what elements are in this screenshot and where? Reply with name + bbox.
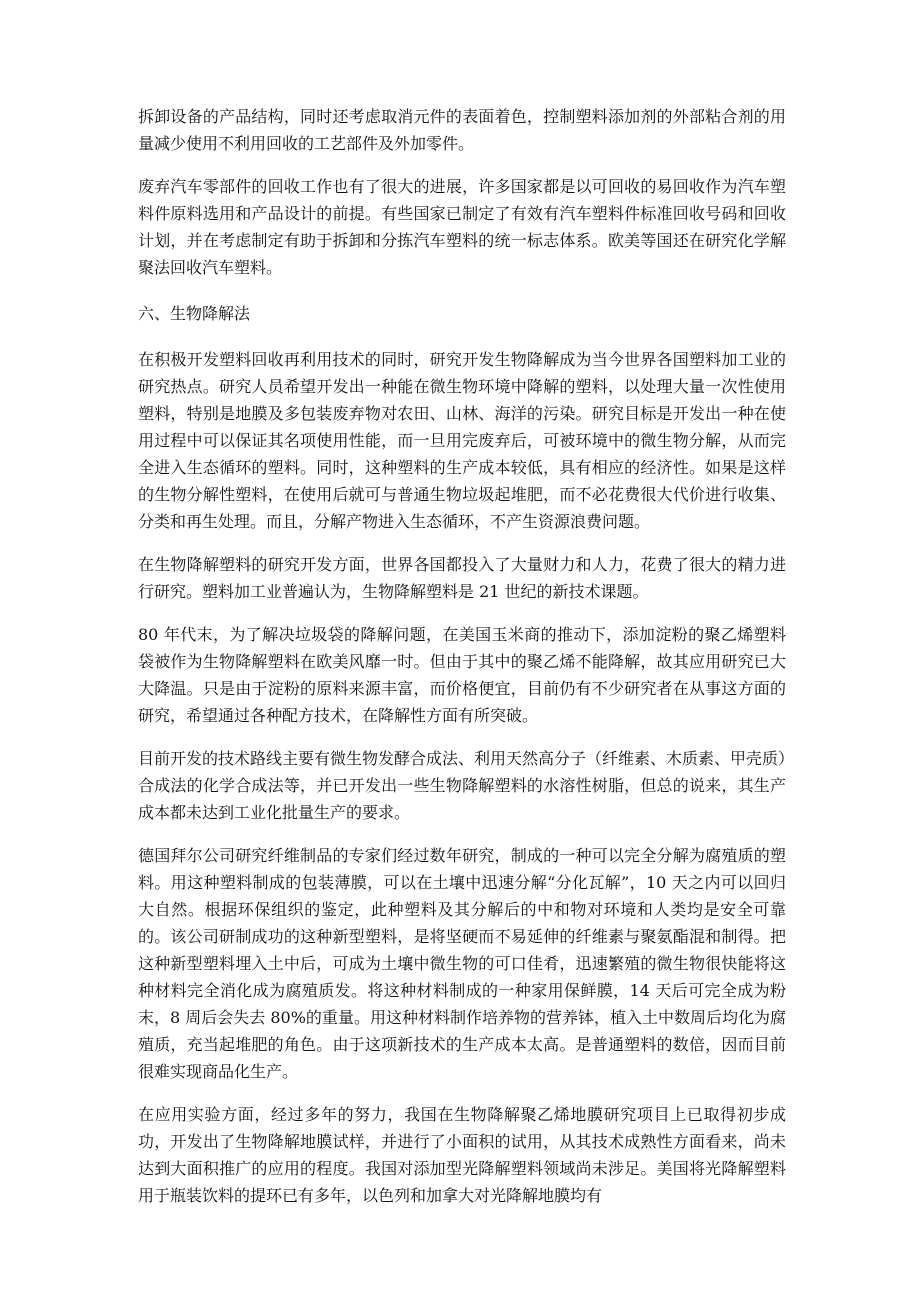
paragraph: 80 年代末，为了解决垃圾袋的降解问题，在美国玉米商的推动下，添加淀粉的聚乙烯塑料袋被作为生物降解塑料在欧美风靡一时。但由于其中的聚乙烯不能降解，故其应用研究已大大降温。只是由于淀粉的原料来源丰富，而价格便宜，目前仍有不少研究者在从事这方面的研究，希望通过各种配方技术，在降解性方面有所突破。 (138, 625, 786, 725)
section-heading: 六、生物降解法 (138, 304, 251, 323)
document-body (138, 103, 786, 1225)
paragraph: 德国拜尔公司研究纤维制品的专家们经过数年研究，制成的一种可以完全分解为腐殖质的塑料。用这种塑料制成的包装薄膜，可以在土壤中迅速分解“分化瓦解”，10 天之内可以回归大自然。根据环保组织的鉴定，此种塑料及其分解后的中和物对环境和人类均是安全可靠的。该公司研制成功的这种新型塑料，是将坚硬而不易延伸的纤维素与聚氨酯混和制得。把这种新型塑料埋入土中后，可成为土壤中微生物的可口佳肴，迅速繁殖的微生物很快能将这种材料完全消化成为腐殖质发。将这种材料制成的一种家用保鲜膜，14 天后可完全成为粉末，8 周后会失去 80%的重量。用这种材料制作培养物的营养钵，植入土中数周后均化为腐殖质，充当起堆肥的角色。由于这项新技术的生产成本太高。是普通塑料的数倍，因而目前很难实现商品化生产。 (138, 846, 786, 1081)
paragraph: 在生物降解塑料的研究开发方面，世界各国都投入了大量财力和人力，花费了很大的精力进行研究。塑料加工业普遍认为，生物降解塑料是 21 世纪的新技术课题。 (138, 555, 786, 601)
paragraph: 拆卸设备的产品结构，同时还考虑取消元件的表面着色，控制塑料添加剂的外部粘合剂的用量减少使用不利用回收的工艺部件及外加零件。 (138, 107, 786, 153)
paragraph: 废弃汽车零部件的回收工作也有了很大的进展，许多国家都是以可回收的易回收作为汽车塑料件原料选用和产品设计的前提。有些国家已制定了有效有汽车塑料件标准回收号码和回收计划，并在考虑制定有助于拆卸和分拣汽车塑料的统一标志体系。欧美等国还在研究化学解聚法回收汽车塑料。 (138, 177, 786, 277)
paragraph: 目前开发的技术路线主要有微生物发酵合成法、利用天然高分子（纤维素、木质素、甲壳质）合成法的化学合成法等，并已开发出一些生物降解塑料的水溶性树脂，但总的说来，其生产成本都未达到工业化批量生产的要求。 (138, 749, 787, 822)
paragraph: 在积极开发塑料回收再利用技术的同时，研究开发生物降解成为当今世界各国塑料加工业的研究热点。研究人员希望开发出一种能在微生物环境中降解的塑料，以处理大量一次性使用塑料，特别是地膜及多包装废弃物对农田、山林、海洋的污染。研究目标是开发出一种在使用过程中可以保证其名项使用性能，而一旦用完废弃后，可被环境中的微生物分解，从而完全进入生态循环的塑料。同时，这种塑料的生产成本较低，具有相应的经济性。如果是这样的生物分解性塑料，在使用后就可与普通生物垃圾起堆肥，而不必花费很大代价进行收集、分类和再生处理。而且，分解产物进入生态循环，不产生资源浪费问题。 (138, 350, 786, 531)
paragraph: 在应用实验方面，经过多年的努力，我国在生物降解聚乙烯地膜研究项目上已取得初步成功，开发出了生物降解地膜试样，并进行了小面积的试用，从其技术成熟性方面看来，尚未达到大面积推广的应用的程度。我国对添加型光降解塑料领域尚未涉足。美国将光降解塑料用于瓶装饮料的提环已有多年，以色列和加拿大对光降解地膜均有 (138, 1105, 786, 1205)
